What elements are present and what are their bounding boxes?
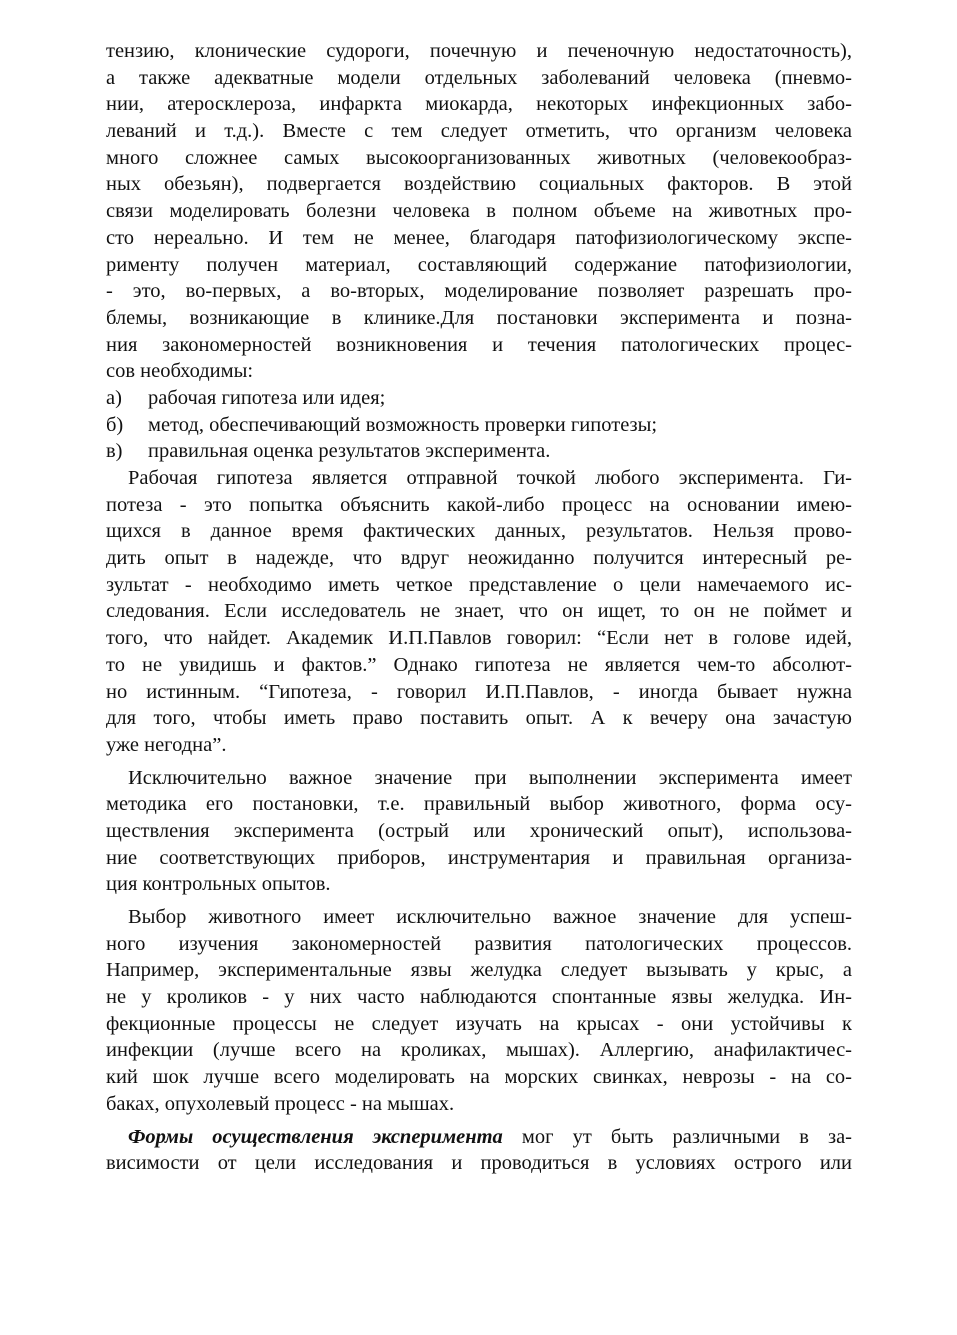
emphasized-term: Формы осуществления эксперимента xyxy=(128,1125,503,1148)
paragraph-animal-choice xyxy=(106,904,852,1118)
list-item-text: рабочая гипотеза или идея; xyxy=(148,386,386,409)
text-line: а также адекватные модели отдельных заболеваний человека (пневмо- xyxy=(106,66,852,89)
text-line: связи моделировать болезни человека в полном объеме на животных про- xyxy=(106,200,852,223)
text-line: ние соответствующих приборов, инструментария и правильная организа- xyxy=(106,846,852,869)
text-line: Выбор животного имеет исключительно важное значение для успеш- xyxy=(128,906,852,928)
text-line: тензию, клонические судороги, почечную и печеночную недостаточность), xyxy=(106,40,852,62)
paragraph-hypothesis xyxy=(106,465,852,759)
document-page xyxy=(106,38,852,1177)
list-item xyxy=(106,438,852,465)
text-line: ния закономерностей возникновения и течения патологических процес- xyxy=(106,333,852,356)
text-line: висимости от цели исследования и проводиться в условиях острого или xyxy=(106,1152,852,1175)
line-text: мог ут быть различными в за- xyxy=(502,1125,853,1148)
text-line: следования. Если исследователь не знает, что он ищет, то он не поймет и xyxy=(106,600,852,623)
text-line: но истинным. “Гипотеза, - говорил И.П.Павлов, - иногда бывает нужна xyxy=(106,680,852,703)
list-item xyxy=(106,385,852,412)
text-line: рименту получен материал, составляющий содержание патофизиологии, xyxy=(106,253,852,276)
text-line: - это, во-первых, а во-вторых, моделирование позволяет разрешать про- xyxy=(106,280,852,303)
text-line: то не увидишь и фактов.” Однако гипотеза не является чем-то абсолют- xyxy=(106,653,852,676)
text-line: того, что найдет. Академик И.П.Павлов говорил: “Если нет в голове идей, xyxy=(106,627,852,650)
text-line: зультат - необходимо иметь четкое представление о цели намечаемого ис- xyxy=(106,573,852,596)
text-line: уже негодна”. xyxy=(106,733,227,756)
text-line: ция контрольных опытов. xyxy=(106,873,331,896)
text-line: Рабочая гипотеза является отправной точкой любого эксперимента. Ги- xyxy=(128,467,852,489)
text-line: блемы, возникающие в клинике.Для постановки эксперимента и позна- xyxy=(106,306,852,329)
text-line: кий шок лучше всего моделировать на морских свинках, неврозы - на со- xyxy=(106,1066,852,1089)
text-line: ных обезьян), подвергается воздействию социальных факторов. В этой xyxy=(106,173,852,196)
text-line: много сложнее самых высокоорганизованных животных (человекообраз- xyxy=(106,146,852,169)
list-item xyxy=(106,412,852,439)
requirements-list xyxy=(106,385,852,465)
list-marker: б) xyxy=(106,413,124,436)
list-item-text: метод, обеспечивающий возможность проверки гипотезы; xyxy=(148,413,658,436)
text-line: методика его постановки, т.е. правильный выбор животного, форма осу- xyxy=(106,793,852,816)
text-line: сов необходимы: xyxy=(106,360,254,383)
text-line: инфекции (лучше всего на кроликах, мышах). Аллергию, анафилактичес- xyxy=(106,1039,852,1062)
text-line: баках, опухолевый процесс - на мышах. xyxy=(106,1092,455,1115)
text-line xyxy=(106,1124,852,1151)
paragraph-intro xyxy=(106,38,852,385)
text-line: ного изучения закономерностей развития патологических процессов. xyxy=(106,932,852,955)
text-line: сто нереально. И тем не менее, благодаря патофизиологическому экспе- xyxy=(106,226,852,249)
text-line: дить опыт в надежде, что вдруг неожиданно получится интересный ре- xyxy=(106,547,852,570)
text-line: Например, экспериментальные язвы желудка следует вызывать у крыс, а xyxy=(106,959,852,982)
text-line: фекционные процессы не следует изучать на крысах - они устойчивы к xyxy=(106,1012,852,1035)
text-line: нии, атеросклероза, инфаркта миокарда, некоторых инфекционных забо- xyxy=(106,93,852,116)
list-item-text: правильная оценка результатов эксперимента. xyxy=(148,440,551,463)
text-line: не у кроликов - у них часто наблюдаются спонтанные язвы желудка. Ин- xyxy=(106,986,852,1009)
list-marker: в) xyxy=(106,440,123,463)
text-line: леваний и т.д.). Вместе с тем следует отметить, что организм человека xyxy=(106,120,852,143)
text-line: щихся в данное время фактических данных, результатов. Нельзя прово- xyxy=(106,520,852,543)
paragraph-experiment-forms xyxy=(106,1124,852,1177)
text-line: для того, чтобы иметь право поставить опыт. А к вечеру она зачастую xyxy=(106,707,852,730)
list-marker: а) xyxy=(106,386,122,409)
paragraph-methodology xyxy=(106,765,852,898)
text-line: потеза - это попытка объяснить какой-либо процесс на основании имею- xyxy=(106,493,852,516)
text-line: ществления эксперимента (острый или хронический опыт), использова- xyxy=(106,819,852,842)
text-line: Исключительно важное значение при выполнении эксперимента имеет xyxy=(128,766,852,789)
